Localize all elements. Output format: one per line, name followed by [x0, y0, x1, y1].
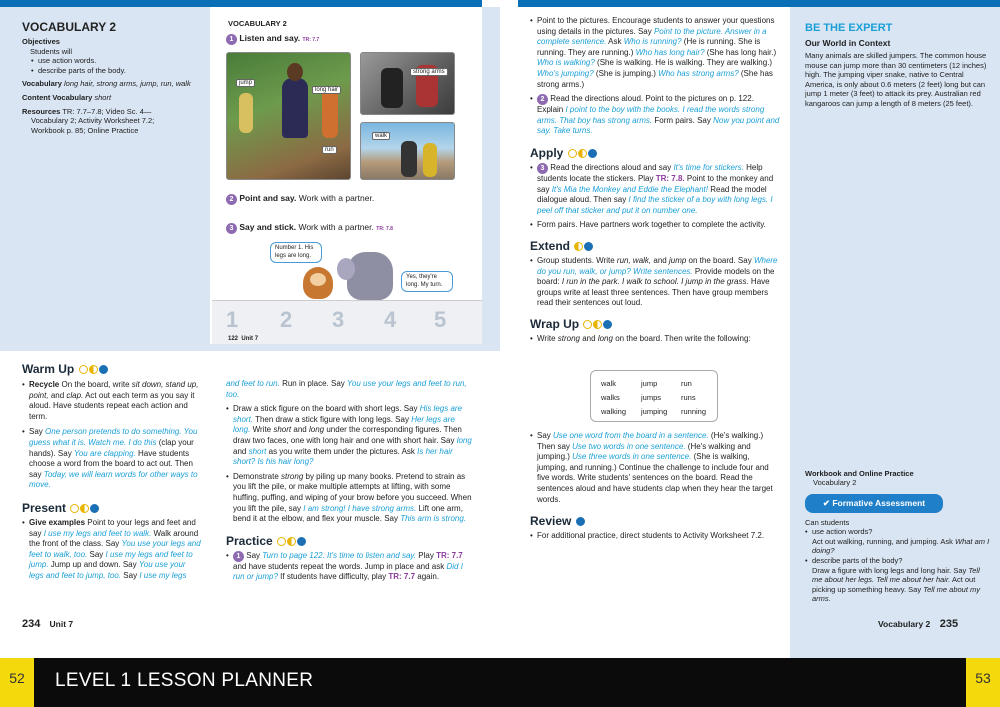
- present-strong: • Demonstrate strong by piling up many books. Pretend to strain as you lift the pile, or make multiple attempts at lifting, with some huffing, puffing, and wiping of your brow before you succeed. When you lift the pile, say I am strong! I have strong arms. Lift one arm, bend it at the elbow, and flex your muscle. Say This arm is strong.: [226, 472, 472, 525]
- present-stick-figures: • Draw a stick figure on the board with short legs. Say His legs are short. Then draw a stick figure with long legs. Say Her legs are long. Write short and long under the corresponding figures. Then draw two faces, one with long hair and one with short hair. Say long and short as you write them under the pictures. Ask Is her hair short? Is his hair long?: [226, 404, 472, 468]
- review-heading: Review: [530, 514, 780, 528]
- top-bar-right: [518, 0, 1000, 7]
- practice-heading: Practice: [226, 534, 472, 548]
- grid-cell: run: [681, 379, 692, 388]
- extend-heading: Extend: [530, 239, 780, 253]
- slot-2: 2: [280, 307, 293, 332]
- tag-long-hair: long hair: [312, 86, 341, 94]
- apply-heading: Apply: [530, 146, 780, 160]
- tag-walk: walk: [372, 132, 390, 140]
- left-page-number: 234 Unit 7: [22, 618, 74, 630]
- speech-bubble-1: Number 1. His legs are long.: [270, 242, 322, 263]
- wrap-up-heading: Wrap Up: [530, 317, 780, 331]
- can-students: Can students: [805, 517, 850, 527]
- practice-text: • 1 Say Turn to page 122. It's time to listen and say. Play TR: 7.7 and have students repeat the words. Jump in place and ask Did I run or jump? If students have difficulty, play TR: 7.7 again.: [226, 551, 472, 583]
- objective-2: • describe parts of the body.: [31, 66, 202, 76]
- right-point-say-bullet: • 2 Read the directions aloud. Point to the pictures on p. 122. Explain I point to the boy with the books. I read the words strong arms. That boy has strong arms. Form pairs. Say Now you point and say. Take turns.: [530, 94, 780, 137]
- grid-cell: running: [681, 407, 707, 416]
- apply-pairs: • Form pairs. Have partners work together to complete the activity.: [530, 220, 780, 231]
- right-pictures-bullet: • Point to the pictures. Encourage students to answer your questions using details in the pictures. Say Point to the picture. Answer in a complete sentence. Ask Who is running? (He is running. She is running. They are running.) Who has long hair? (She has long hair.) Who is walking? (She is walking. He is walking. They are walking.) Who's jumping? (She is jumping.) Who has strong arms? (She has strong arms.): [530, 16, 780, 90]
- right-col: [530, 16, 780, 344]
- student-page-number: 122 Unit 7: [228, 336, 259, 342]
- wrap-up-sentences: • Say Use one word from the board in a sentence. (He's walking.) Then say Use two words in one sentence. (He's walking and jumping.) Use three words in one sentence. (She is walking, jumping, and running.) Continue the challenge to include four and five words. Write students' sentences on the board. Read the sentences aloud and have students clap when they hear the target words.: [530, 431, 780, 505]
- warm-up-heading: Warm Up: [22, 362, 202, 376]
- monkey-illustration: [303, 267, 333, 299]
- right-col-lower: [530, 431, 780, 542]
- activity-1: 1 Listen and say. TR: 7.7: [226, 33, 319, 45]
- objectives-block: [22, 20, 202, 135]
- students-will: Students will: [30, 46, 73, 56]
- be-the-expert: [805, 22, 990, 109]
- grid-cell: walk: [601, 379, 617, 388]
- top-bar-left: [0, 0, 482, 7]
- footer-title: LEVEL 1 LESSON PLANNER: [55, 670, 314, 691]
- footer-right-number: 53: [966, 658, 1000, 707]
- elephant-illustration: [347, 252, 393, 300]
- expert-text: Many animals are skilled jumpers. The common house mouse can jump more than 30 centimeters (12 inches) high. The jumping viper snake, native to Central America, is only about 0.6 meters (2 feet) long but can jump 1 meter (3 feet) to attack its prey. Australian red kangaroos can jump a length of 8 meters (25 feet).: [805, 51, 987, 108]
- activity-3: 3 Say and stick. Work with a partner. TR: 7.8: [226, 222, 393, 234]
- grid-cell: jumping: [641, 407, 668, 416]
- grid-cell: runs: [681, 393, 696, 402]
- fa-item-1-detail: Act out walking, running, and jumping. Ask What am I doing?: [812, 536, 990, 556]
- warm-up-guess: • Say One person pretends to do something. You guess what it is. Watch me. I do this (clap your hands). Say You are clapping. Have students choose a word from the board to act out. Then say Today, we will learn words for other ways to move.: [22, 427, 202, 491]
- tag-jump: jump: [236, 79, 255, 87]
- present-heading: Present: [22, 501, 202, 515]
- formative-assessment-button[interactable]: ✔ Formative Assessment: [805, 494, 943, 513]
- fa-item-2-detail: Draw a figure with long legs and long hair. Say Tell me about her legs. Tell me about her hair. Act out picking up something heavy. Say Tell me about my arms.: [812, 565, 981, 604]
- apply-stickers: • 3 Read the directions aloud and say It's time for stickers. Help students locate the stickers. Play TR: 7.8. Point to the monkey and say It's Mia the Monkey and Eddie the Elephant! Read the model dialogue aloud. Then say I find the sticker of a boy with long legs. I peel off that sticker and put it on number one.: [530, 163, 780, 216]
- present-continued: and feet to run. Run in place. Say You use your legs and feet to run, too.: [226, 379, 467, 399]
- present-examples: • Give examples Point to your legs and feet and say I use my legs and feet to walk. Walk around the front of the class. Say You use your legs and feet to walk, too. Say I use my legs and feet to jump. Jump up and down. Say You use your legs and feet to jump, too. Say I use my legs: [22, 518, 202, 582]
- sticker-slots: [212, 300, 482, 344]
- grid-cell: walks: [601, 393, 620, 402]
- footer-left-number: 52: [0, 658, 34, 707]
- vocab-title: VOCABULARY 2: [22, 20, 117, 34]
- photo-strong-arms: [360, 52, 455, 115]
- extend-text: • Group students. Write run, walk, and jump on the board. Say Where do you run, walk, or jump? Write sentences. Provide models on the board: I run in the park. I walk to school. I jump in the grass. Have groups write at least three sentences. Then have group members read their sentences out loud.: [530, 256, 780, 309]
- grid-cell: jumps: [641, 393, 662, 402]
- workbook-heading: Workbook and Online Practice: [805, 469, 914, 478]
- slot-3: 3: [332, 307, 345, 332]
- objective-1: • use action words.: [31, 56, 202, 66]
- photo-walking-kids: [360, 122, 455, 180]
- speech-bubble-2: Yes, they're long. My turn.: [401, 271, 453, 292]
- content-vocabulary-line: Content Vocabulary short: [22, 92, 112, 102]
- tag-run: run: [322, 146, 337, 154]
- grid-cell: walking: [601, 407, 627, 416]
- expert-title: BE THE EXPERT: [805, 22, 893, 34]
- fa-item-2: • describe parts of the body?: [805, 556, 990, 566]
- left-col-1: [22, 362, 202, 582]
- grid-cell: jump: [641, 379, 658, 388]
- vocabulary-line: Vocabulary long hair, strong arms, jump, run, walk: [22, 79, 191, 89]
- objectives-head: Objectives: [22, 37, 60, 46]
- photo-running-kids: [226, 52, 351, 180]
- resources-line: Resources TR: 7.7–7.8; Video Sc. 4— Vocabulary 2; Activity Worksheet 7.2; Workbook p. 85; Online Practice: [22, 106, 155, 135]
- slot-1: 1: [226, 307, 239, 332]
- slot-5: 5: [434, 307, 447, 332]
- slot-4: 4: [384, 307, 397, 332]
- wrap-up-text: • Write strong and long on the board. Then write the following:: [530, 334, 780, 345]
- right-page-footer: Vocabulary 2 235: [878, 618, 959, 630]
- fa-item-1: • use action words?: [805, 527, 990, 537]
- word-grid: [590, 370, 718, 422]
- left-col-2: [226, 379, 472, 583]
- assessment-block: [805, 469, 990, 604]
- activity-2: 2 Point and say. Work with a partner.: [226, 193, 374, 205]
- expert-subtitle: Our World in Context: [805, 38, 891, 48]
- student-page-title: VOCABULARY 2: [228, 19, 287, 28]
- workbook-sub: Vocabulary 2: [813, 478, 857, 487]
- review-text: • For additional practice, direct students to Activity Worksheet 7.2.: [530, 531, 780, 542]
- warm-up-recycle: • Recycle On the board, write sit down, stand up, point, and clap. Act out each term as you say it aloud. Have students repeat each action and term.: [22, 380, 202, 422]
- tag-strong-arms: strong arms: [410, 68, 448, 76]
